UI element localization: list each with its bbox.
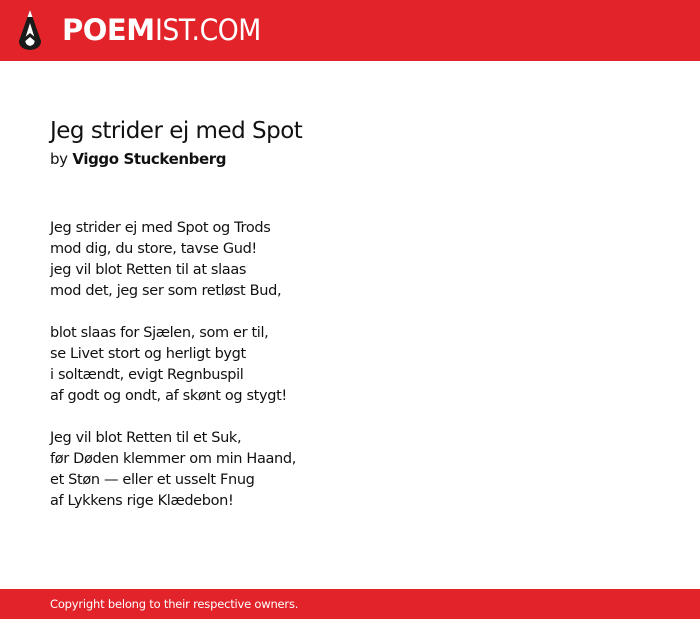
poem-line: i soltændt, evigt Regnbuspil	[50, 367, 244, 383]
pencil-tip-icon[interactable]	[17, 9, 43, 51]
logo-light-text: IST.COM	[154, 13, 261, 47]
poem-line: jeg vil blot Retten til at slaas	[50, 262, 247, 278]
copyright-notice: Copyright belong to their respective owners.	[50, 597, 299, 611]
logo-bold-text: POEM	[62, 13, 155, 47]
byline-prefix: by	[50, 150, 68, 168]
byline	[50, 149, 226, 169]
stanza	[50, 218, 650, 302]
stanza	[50, 323, 650, 407]
poem-title: Jeg strider ej med Spot	[50, 118, 303, 144]
poem-line: af godt og ondt, af skønt og stygt!	[50, 388, 287, 404]
site-footer	[0, 589, 700, 619]
poem-line: blot slaas for Sjælen, som er til,	[50, 325, 269, 341]
poem-line: et Støn — eller et usselt Fnug	[50, 472, 255, 488]
poem-line: Jeg vil blot Retten til et Suk,	[50, 430, 242, 446]
poem-line: mod dig, du store, tavse Gud!	[50, 241, 257, 257]
poem-line: af Lykkens rige Klædebon!	[50, 493, 234, 509]
stanza	[50, 428, 650, 512]
poem-line: før Døden klemmer om min Haand,	[50, 451, 296, 467]
poem-line: Jeg strider ej med Spot og Trods	[50, 220, 271, 236]
poem-line: mod det, jeg ser som retløst Bud,	[50, 283, 282, 299]
site-header	[0, 0, 700, 61]
author-name: Viggo Stuckenberg	[72, 150, 227, 168]
poem-line: se Livet stort og herligt bygt	[50, 346, 246, 362]
poem-body	[50, 218, 650, 533]
site-logo[interactable]	[62, 12, 270, 48]
